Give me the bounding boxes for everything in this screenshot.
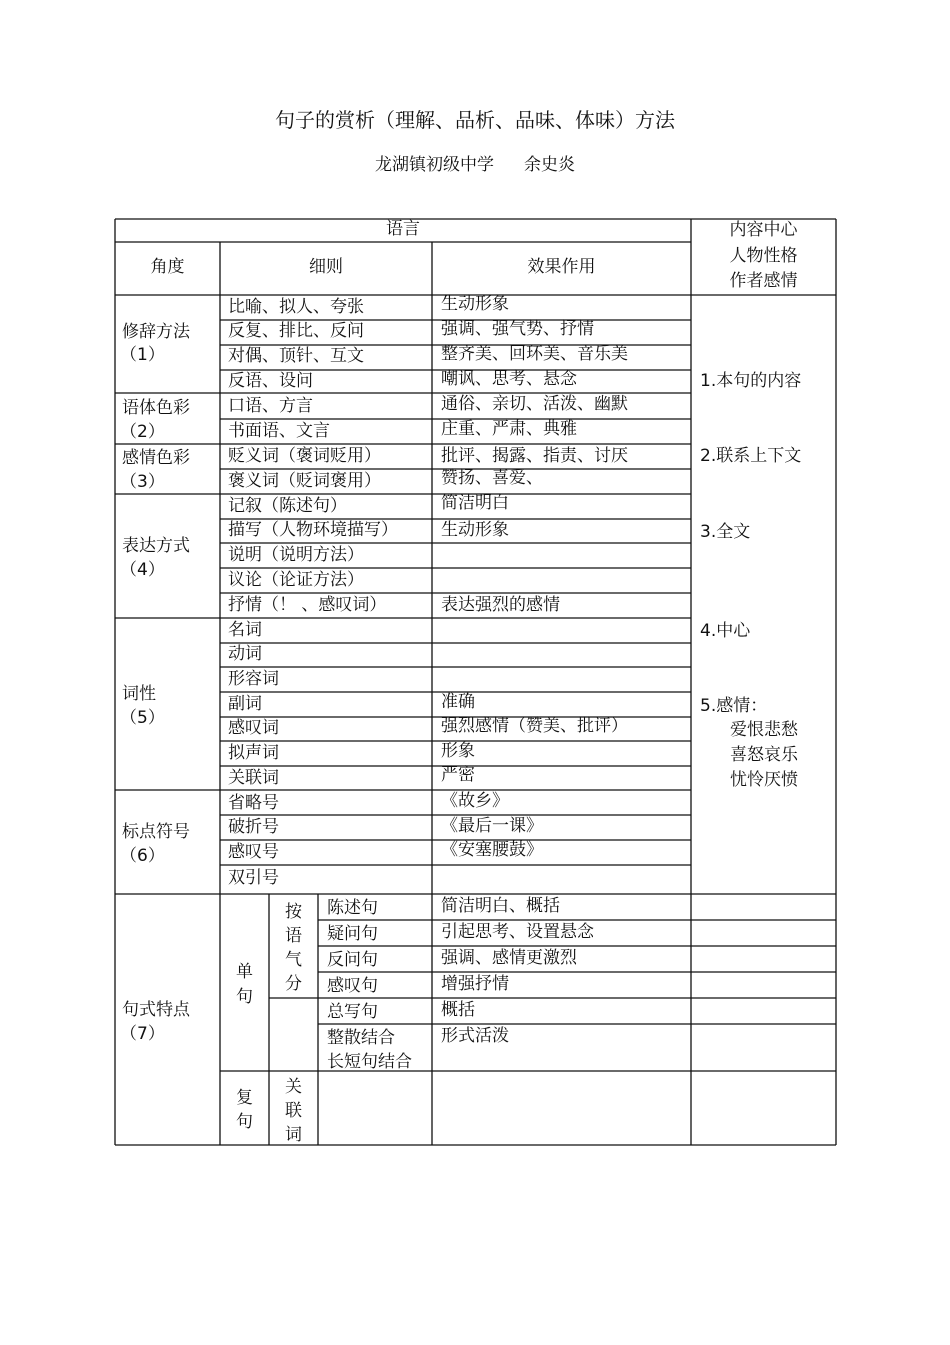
header-right-1: 内容中心 — [729, 220, 798, 240]
effect-cell: 准确 — [441, 692, 475, 712]
effect-cell: 生动形象 — [441, 520, 509, 540]
category-number: （7） — [120, 1024, 165, 1044]
effect-cell: 批评、揭露、指责、讨厌 — [441, 446, 628, 466]
connective-label: 关 — [285, 1077, 302, 1097]
category-label: 词性 — [122, 684, 156, 704]
detail-cell: 感叹号 — [228, 842, 279, 862]
category-label: 句式特点 — [122, 1000, 190, 1020]
header-detail: 细则 — [309, 257, 343, 277]
single-sentence-label: 句 — [236, 987, 253, 1007]
effect-cell: 赞扬、喜爱、 — [441, 468, 543, 488]
category-label: 标点符号 — [122, 822, 190, 842]
effect-cell: 《最后一课》 — [441, 816, 543, 836]
author-name: 余史炎 — [524, 155, 575, 175]
single-sentence-label: 单 — [236, 962, 253, 982]
connective-label: 词 — [285, 1125, 302, 1145]
header-right-2: 人物性格 — [729, 246, 798, 266]
sentence-effect: 概括 — [441, 1000, 475, 1020]
detail-cell: 描写（人物环境描写） — [228, 520, 398, 540]
sentence-type: 反问句 — [327, 950, 378, 970]
detail-cell: 名词 — [228, 620, 262, 640]
effect-cell: 表达强烈的感情 — [441, 595, 560, 615]
right-note: 3.全文 — [700, 522, 751, 542]
sentence-type: 总写句 — [327, 1002, 378, 1022]
detail-cell: 副词 — [228, 694, 262, 714]
category-number: （6） — [120, 846, 165, 866]
emotion-line: 忧怜厌愤 — [730, 770, 798, 790]
detail-cell: 褒义词（贬词褒用） — [228, 471, 381, 491]
right-note: 5.感情： — [700, 696, 768, 716]
sentence-effect: 强调、感情更激烈 — [441, 948, 577, 968]
sentence-effect: 引起思考、设置悬念 — [441, 922, 594, 942]
sentence-type: 整散结合 — [327, 1028, 395, 1048]
sentence-type: 陈述句 — [327, 898, 378, 918]
detail-cell: 感叹词 — [228, 718, 279, 738]
sentence-effect: 增强抒情 — [441, 974, 509, 994]
right-note: 1.本句的内容 — [700, 371, 802, 391]
detail-cell: 书面语、文言 — [228, 421, 330, 441]
category-label: 修辞方法 — [122, 322, 190, 342]
right-note: 2.联系上下文 — [700, 446, 802, 466]
category-number: （5） — [120, 708, 165, 728]
detail-cell: 形容词 — [228, 669, 279, 689]
detail-cell: 关联词 — [228, 768, 279, 788]
category-label: 感情色彩 — [122, 448, 190, 468]
category-number: （2） — [120, 422, 165, 442]
header-language: 语言 — [386, 219, 420, 239]
detail-cell: 对偶、顶针、互文 — [228, 346, 364, 366]
by-tone-label: 语 — [285, 926, 302, 946]
detail-cell: 省略号 — [228, 793, 279, 813]
category-number: （4） — [120, 560, 165, 580]
detail-cell: 破折号 — [228, 817, 279, 837]
detail-cell: 双引号 — [228, 868, 279, 888]
header-effect: 效果作用 — [527, 257, 596, 277]
detail-cell: 说明（说明方法） — [228, 545, 364, 565]
effect-cell: 整齐美、回环美、音乐美 — [441, 344, 628, 364]
effect-cell: 嘲讽、思考、悬念 — [441, 369, 577, 389]
effect-cell: 生动形象 — [441, 294, 509, 314]
by-tone-label: 气 — [285, 950, 302, 970]
detail-cell: 口语、方言 — [228, 396, 313, 416]
emotion-line: 喜怒哀乐 — [730, 745, 798, 765]
by-tone-label: 按 — [285, 902, 302, 922]
sentence-type: 感叹句 — [327, 976, 378, 996]
effect-cell: 《故乡》 — [441, 791, 509, 811]
category-number: （3） — [120, 472, 165, 492]
effect-cell: 简洁明白 — [441, 493, 509, 513]
effect-cell: 《安塞腰鼓》 — [441, 840, 543, 860]
effect-cell: 强调、强气势、抒情 — [441, 319, 594, 339]
category-number: （1） — [120, 345, 165, 365]
page-title: 句子的赏析（理解、品析、品味、体味）方法 — [275, 108, 675, 132]
sentence-effect: 简洁明白、概括 — [441, 896, 560, 916]
header-right-3: 作者感情 — [729, 271, 798, 291]
emotion-line: 爱恨悲愁 — [730, 720, 798, 740]
compound-sentence-label: 复 — [236, 1088, 253, 1108]
effect-cell: 形象 — [441, 741, 475, 761]
detail-cell: 抒情（！ 、感叹词） — [228, 595, 387, 615]
detail-cell: 比喻、拟人、夸张 — [228, 297, 364, 317]
detail-cell: 议论（论证方法） — [228, 570, 364, 590]
header-angle: 角度 — [150, 257, 185, 277]
compound-sentence-label: 句 — [236, 1112, 253, 1132]
detail-cell: 拟声词 — [228, 743, 279, 763]
connective-label: 联 — [285, 1101, 302, 1121]
effect-cell: 庄重、严肃、典雅 — [441, 419, 577, 439]
category-label: 表达方式 — [122, 536, 190, 556]
effect-cell: 严密 — [441, 765, 475, 785]
effect-cell: 强烈感情（赞美、批评） — [441, 716, 628, 736]
detail-cell: 贬义词（褒词贬用） — [228, 446, 381, 466]
category-label: 语体色彩 — [122, 398, 190, 418]
detail-cell: 反语、设问 — [228, 371, 313, 391]
by-tone-label: 分 — [285, 974, 302, 994]
sentence-type: 长短句结合 — [327, 1052, 412, 1072]
school-name: 龙湖镇初级中学 — [375, 155, 494, 175]
detail-cell: 反复、排比、反问 — [228, 321, 364, 341]
sentence-type: 疑问句 — [327, 924, 378, 944]
detail-cell: 动词 — [228, 644, 262, 664]
detail-cell: 记叙（陈述句） — [228, 496, 347, 516]
right-note: 4.中心 — [700, 621, 751, 641]
effect-cell: 通俗、亲切、活泼、幽默 — [441, 394, 628, 414]
sentence-effect: 形式活泼 — [441, 1026, 509, 1046]
